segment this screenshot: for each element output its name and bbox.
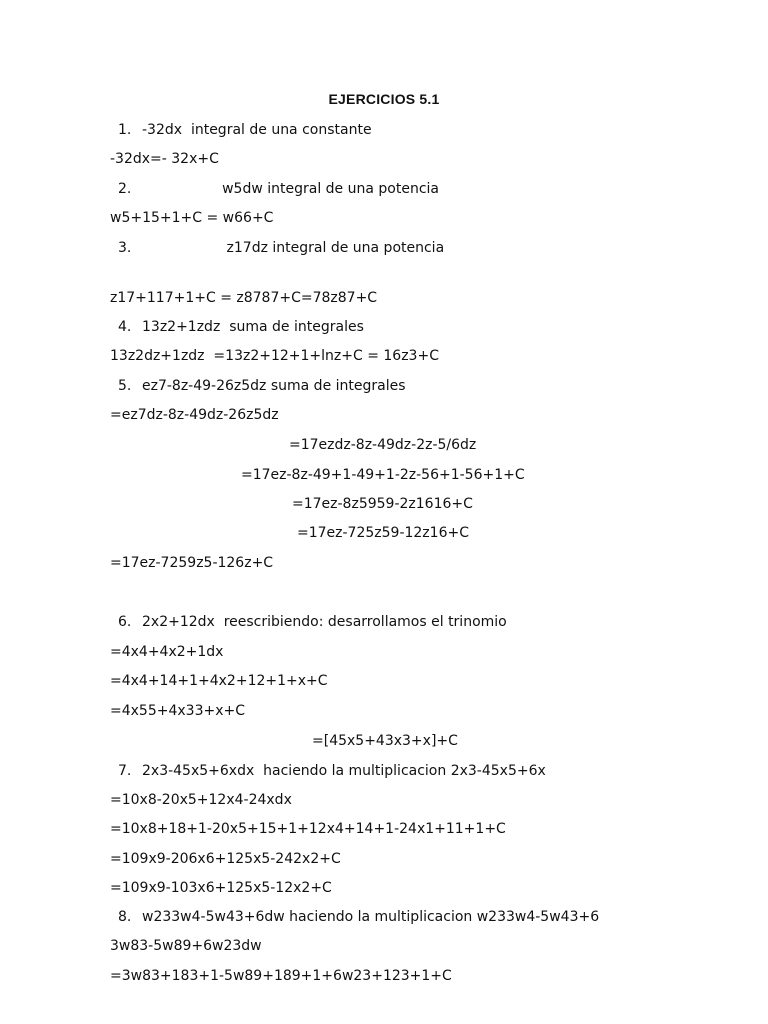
exercise-1 [118,121,372,139]
solution-line: =17ezdz-8z-49dz-2z-5/6dz [289,437,477,453]
exercise-statement: z17dz integral de una potencia [142,240,445,256]
exercise-7 [118,762,546,780]
exercise-statement: 2x3-45x5+6xdx haciendo la multiplicacion 2x3-45x5+6x [142,763,546,779]
solution-line: =4x4+14+1+4x2+12+1+x+C [110,673,328,689]
exercise-5 [118,377,406,395]
solution-line: =ez7dz-8z-49dz-26z5dz [110,407,279,423]
solution-line: =109x9-103x6+125x5-12x2+C [110,880,332,896]
exercise-statement: ez7-8z-49-26z5dz suma de integrales [142,378,406,394]
solution-line: 3w83-5w89+6w23dw [110,938,262,954]
exercise-statement: w233w4-5w43+6dw haciendo la multiplicacion w233w4-5w43+6 [142,909,600,925]
exercise-statement: -32dx integral de una constante [142,122,372,138]
exercise-number: 6. [118,614,132,630]
solution-line: w5+15+1+C = w66+C [110,210,274,226]
solution-line: =17ez-7259z5-126z+C [110,555,274,571]
exercise-number: 7. [118,763,132,779]
solution-line: -32dx=- 32x+C [110,151,219,167]
solution-line: =4x4+4x2+1dx [110,644,224,660]
solution-line: =17ez-8z-49+1-49+1-2z-56+1-56+1+C [241,467,525,483]
exercise-number: 4. [118,319,132,335]
solution-line: =109x9-206x6+125x5-242x2+C [110,851,341,867]
solution-line: z17+117+1+C = z8787+C=78z87+C [110,290,378,306]
exercise-8 [118,908,599,926]
exercise-statement: w5dw integral de una potencia [142,181,439,197]
solution-line: 13z2dz+1zdz =13z2+12+1+lnz+C = 16z3+C [110,348,439,364]
solution-line: =10x8+18+1-20x5+15+1+12x4+14+1-24x1+11+1+C [110,821,506,837]
exercise-2 [118,180,439,198]
solution-line: =17ez-8z5959-2z1616+C [292,496,473,512]
exercise-statement: 2x2+12dx reescribiendo: desarrollamos el trinomio [142,614,507,630]
exercise-6 [118,613,507,631]
solution-line: =17ez-725z59-12z16+C [297,525,469,541]
exercise-statement: 13z2+1zdz suma de integrales [142,319,364,335]
exercise-number: 8. [118,909,132,925]
exercise-number: 2. [118,181,132,197]
solution-line: =[45x5+43x3+x]+C [312,733,458,749]
exercise-3 [118,239,444,257]
page-title: EJERCICIOS 5.1 [328,91,440,107]
exercise-number: 1. [118,122,132,138]
solution-line: =4x55+4x33+x+C [110,703,245,719]
exercise-number: 5. [118,378,132,394]
exercise-4 [118,318,364,336]
solution-line: =3w83+183+1-5w89+189+1+6w23+123+1+C [110,968,452,984]
solution-line: =10x8-20x5+12x4-24xdx [110,792,292,808]
exercise-number: 3. [118,240,132,256]
